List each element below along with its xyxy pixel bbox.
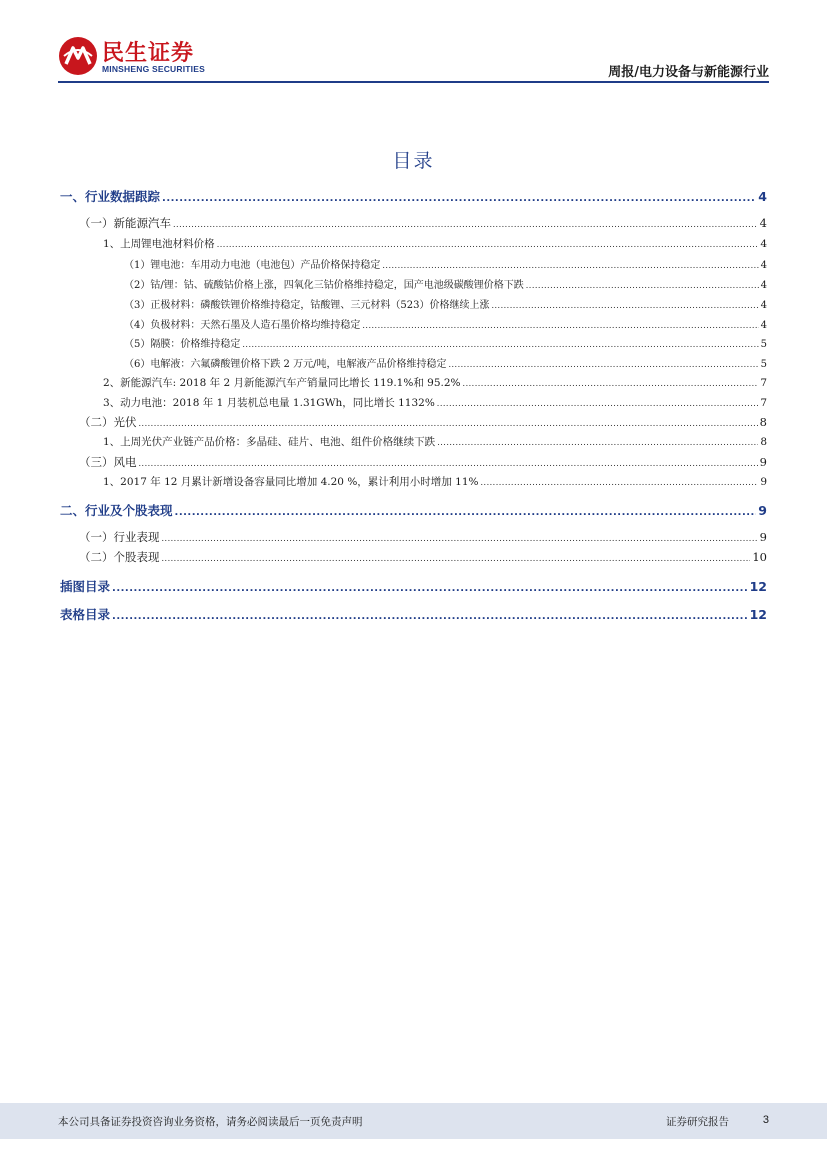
toc-entry-page: 9 — [758, 503, 767, 518]
toc-leader-dots — [480, 478, 758, 487]
toc-entry-page: 4 — [760, 238, 767, 250]
toc-leader-dots — [139, 419, 758, 428]
toc-entry-page: 10 — [752, 550, 767, 564]
toc-entry-text: 1、上周锂电池材料价格 — [103, 238, 215, 250]
toc-entry-page: 12 — [749, 579, 767, 594]
toc-entry-page: 4 — [760, 280, 767, 291]
toc-entry-text: （6）电解液：六氟磷酸锂价格下跌 2 万元/吨，电解液产品价格维持稳定 — [124, 359, 447, 370]
toc-entry[interactable] — [124, 316, 767, 331]
page-header — [0, 0, 827, 90]
toc-entry-page: 5 — [760, 359, 767, 370]
toc-leader-dots — [382, 261, 758, 270]
footer-report-type: 证券研究报告 — [666, 1116, 729, 1128]
toc-entry-page: 8 — [759, 415, 767, 429]
toc-entry[interactable] — [60, 187, 767, 205]
toc-leader-dots — [112, 583, 748, 594]
toc-entry[interactable] — [79, 454, 767, 470]
toc-leader-dots — [437, 438, 758, 447]
toc-entry-page: 4 — [760, 300, 767, 311]
toc-leader-dots — [162, 193, 756, 204]
toc-entry-text: 3、动力电池：2018 年 1 月装机总电量 1.31GWh，同比增长 1132% — [103, 397, 435, 409]
toc-entry[interactable] — [60, 501, 767, 519]
toc-leader-dots — [175, 507, 757, 518]
header-divider — [58, 81, 769, 83]
toc-entry[interactable] — [79, 215, 767, 231]
toc-entry-page: 4 — [759, 216, 767, 230]
toc-entry-page: 4 — [758, 189, 767, 204]
toc-entry[interactable] — [124, 355, 767, 370]
toc-entry[interactable] — [103, 375, 767, 390]
report-category-title: 周报/电力设备与新能源行业 — [608, 65, 769, 80]
toc-entry-text: 1、2017 年 12 月累计新增设备容量同比增加 4.20 %，累计利用小时增加 11% — [103, 476, 479, 488]
toc-leader-dots — [463, 379, 759, 388]
footer-disclaimer: 本公司具备证券投资咨询业务资格，请务必阅读最后一页免责声明 — [58, 1116, 363, 1128]
toc-entry[interactable] — [60, 577, 767, 595]
toc-leader-dots — [173, 220, 758, 229]
toc-entry[interactable] — [103, 474, 767, 489]
toc-leader-dots — [139, 459, 758, 468]
toc-leader-dots — [162, 534, 758, 543]
toc-entry-page: 4 — [760, 260, 767, 271]
toc-entry[interactable] — [60, 605, 767, 623]
logo-english-name: MINSHENG SECURITIES — [102, 64, 205, 74]
toc-entry-page: 8 — [760, 436, 767, 448]
toc-entry-text: （1）锂电池：车用动力电池（电池包）产品价格保持稳定 — [124, 260, 381, 271]
toc-entry-text: （二）光伏 — [79, 415, 137, 429]
toc-leader-dots — [491, 301, 758, 310]
toc-leader-dots — [217, 240, 759, 249]
toc-entry-text: 插图目录 — [60, 579, 111, 594]
footer-page-number: 3 — [762, 1114, 769, 1126]
toc-leader-dots — [526, 281, 759, 290]
logo-chinese-name: 民生证券 — [102, 41, 195, 66]
toc-entry-page: 12 — [749, 607, 767, 622]
toc-entry-text: （一）行业表现 — [79, 530, 160, 544]
toc-entry-page: 4 — [760, 320, 767, 331]
toc-entry-page: 5 — [760, 339, 767, 350]
toc-entry-text: （二）个股表现 — [79, 550, 160, 564]
toc-entry[interactable] — [124, 335, 767, 350]
toc-entry[interactable] — [79, 549, 767, 565]
toc-entry-page: 9 — [760, 476, 767, 488]
toc-entry[interactable] — [103, 434, 767, 449]
toc-leader-dots — [162, 554, 751, 563]
toc-entry-page: 7 — [760, 377, 767, 389]
toc-entry-text: （2）钴/锂：钴、硫酸钴价格上涨，四氧化三钴价格维持稳定，国产电池级碳酸锂价格下跌 — [124, 280, 524, 291]
toc-entry-text: （4）负极材料：天然石墨及人造石墨价格均维持稳定 — [124, 320, 361, 331]
toc-entry[interactable] — [79, 414, 767, 430]
toc-entry-text: 1、上周光伏产业链产品价格：多晶硅、硅片、电池、组件价格继续下跌 — [103, 436, 436, 448]
toc-entry-text: （5）隔膜：价格维持稳定 — [124, 339, 241, 350]
toc-entry-text: 2、新能源汽车: 2018 年 2 月新能源汽车产销量同比增长 119.1%和 95.2% — [103, 377, 461, 389]
toc-entry-page: 9 — [759, 455, 767, 469]
toc-entry[interactable] — [103, 236, 767, 251]
toc-entry[interactable] — [124, 256, 767, 271]
toc-entry-text: （三）风电 — [79, 455, 137, 469]
toc-entry-page: 9 — [759, 530, 767, 544]
toc-entry[interactable] — [124, 296, 767, 311]
toc-entry-text: （3）正极材料：磷酸铁锂价格维持稳定，钴酸锂、三元材料（523）价格继续上涨 — [124, 300, 490, 311]
toc-entry-text: 表格目录 — [60, 607, 111, 622]
toc-entry[interactable] — [124, 276, 767, 291]
toc-leader-dots — [242, 340, 758, 349]
toc-entry-text: 二、行业及个股表现 — [60, 503, 173, 518]
toc-leader-dots — [448, 360, 758, 369]
toc-entry[interactable] — [103, 395, 767, 410]
minsheng-logo-icon — [58, 36, 98, 76]
toc-leader-dots — [112, 611, 748, 622]
toc-entry[interactable] — [79, 529, 767, 545]
company-logo — [58, 36, 218, 80]
toc-leader-dots — [437, 399, 759, 408]
toc-heading: 目录 — [392, 150, 435, 172]
toc-entry-page: 7 — [760, 397, 767, 409]
toc-entry-text: 一、行业数据跟踪 — [60, 189, 161, 204]
page-footer — [0, 1103, 827, 1139]
toc-entry-text: （一）新能源汽车 — [79, 216, 171, 230]
toc-leader-dots — [362, 321, 758, 330]
